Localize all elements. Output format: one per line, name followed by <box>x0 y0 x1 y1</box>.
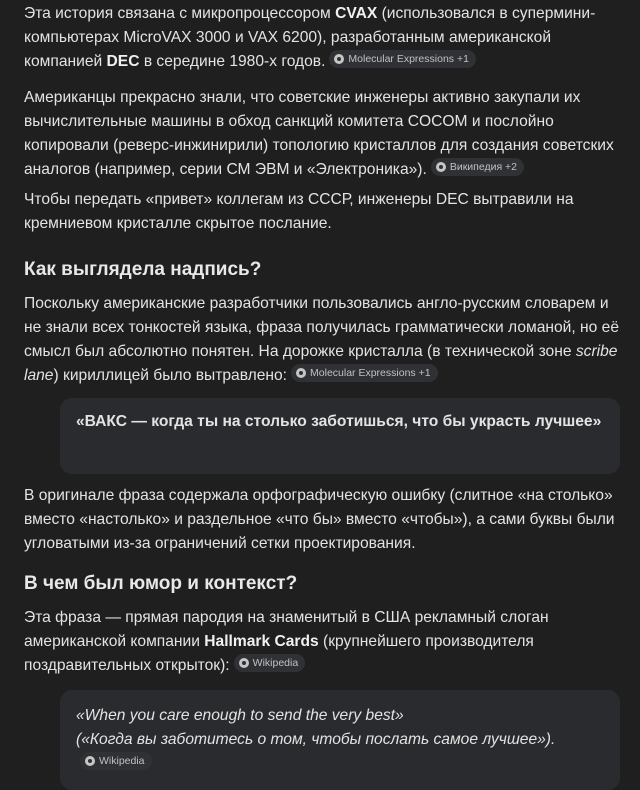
source-chip-label: Molecular Expressions +1 <box>348 53 469 65</box>
quote-line: «When you care enough to send the very best» <box>76 707 404 724</box>
paragraph-parody <box>24 606 624 678</box>
section-heading: Как выглядела надпись? <box>24 259 262 280</box>
bold-text: DEC <box>106 53 140 70</box>
italic-text: scribe lane <box>24 343 618 384</box>
text: (крупнейшего производителя поздравительных открыток): <box>24 633 534 674</box>
globe-icon <box>334 54 344 64</box>
paragraph-cocom <box>24 86 624 182</box>
source-chip[interactable] <box>329 50 476 68</box>
quote-line: («Когда вы заботитесь о том, чтобы послать самое лучшее»). <box>76 731 556 748</box>
bold-text: Hallmark Cards <box>204 633 319 650</box>
source-chip-label: Wikipedia <box>252 657 299 669</box>
paragraph-original: В оригинале фраза содержала орфографическую ошибку (слитное «на столько» вместо «настолько» и раздельное «что бы» вместо «чтобы»), а сами буквы были угловатыми из-за ограничений сетки проектирования. <box>24 487 615 552</box>
source-chip-label: Molecular Expressions +1 <box>310 367 431 379</box>
text: Эта фраза — прямая пародия на знаменитый в США рекламный слоган американской компании <box>24 609 549 650</box>
paragraph-message: Чтобы передать «привет» коллегам из СССР, инженеры DEC вытравили на кремниевом кристалле скрытое послание. <box>24 191 574 232</box>
text: Поскольку американские разработчики пользовались англо-русским словарем и не знали всех тонкостей языка, фраза получилась грамматически ломаной, но её смысл был абсолютно понятен. На дорожке кристалла (в технической зоне <box>24 295 620 360</box>
source-chip[interactable] <box>80 752 152 770</box>
blockquote: «ВАКС — когда ты на столько заботишься, что бы украсть лучшее» <box>60 398 620 474</box>
section-heading: В чем был юмор и контекст? <box>24 573 298 594</box>
source-chip[interactable] <box>431 158 524 176</box>
blockquote <box>60 690 620 790</box>
text: ) кириллицей было вытравлено: <box>53 367 288 384</box>
wikipedia-icon <box>239 658 249 668</box>
source-chip-label: Википедия +2 <box>449 161 518 173</box>
source-chip[interactable] <box>291 364 438 382</box>
text: Американцы прекрасно знали, что советские инженеры активно закупали их вычислительные машины в обход санкций комитета COCOM и послойно копировали (реверс-инжинирили) топологию кристаллов для создания советских аналогов (например, серии СМ ЭВМ и «Электроника»). <box>24 89 614 178</box>
globe-icon <box>296 368 306 378</box>
paragraph-inscription <box>24 292 624 388</box>
source-chip[interactable] <box>234 654 306 672</box>
bold-text: CVAX <box>335 5 378 22</box>
text: в середине 1980-х годов. <box>139 53 326 70</box>
source-chip-label: Wikipedia <box>99 755 145 767</box>
paragraph-intro <box>24 2 624 74</box>
text: Эта история связана с микропроцессором <box>24 5 336 22</box>
wikipedia-icon <box>436 162 446 172</box>
wikipedia-icon <box>85 756 95 766</box>
text: (использовался в супермини-компьютерах MicroVAX 3000 и VAX 6200), разработанным американской компанией <box>24 5 596 70</box>
